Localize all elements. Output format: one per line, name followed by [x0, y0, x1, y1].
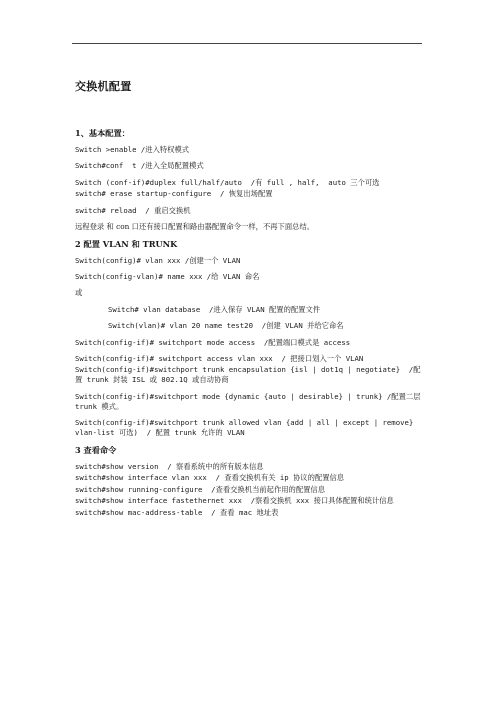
- command-line: switch#show running-configure /查看交换机当前起作用的配置信息: [75, 484, 326, 494]
- command-line: Switch(config-if)# switchport mode access /配置端口模式是 access: [75, 337, 351, 347]
- command-line: Switch#conf t /进入全局配置模式: [75, 161, 204, 171]
- command-line: Switch(config)# vlan xxx /创建一个 VLAN: [75, 255, 241, 265]
- note-line: 或: [75, 288, 83, 298]
- command-line: Switch(config-vlan)# name xxx /给 VLAN 命名: [75, 271, 260, 281]
- command-line: Switch >enable /进入特权模式: [75, 145, 190, 154]
- command-line: switch#show mac-address-table / 查看 mac 地址表: [75, 508, 279, 518]
- command-line: Switch(config-if)# switchport access vlan xxx / 把接口划入一个 VLAN: [75, 353, 364, 363]
- command-line: switch#show interface vlan xxx / 查看交换机有关 ip 协议的配置信息: [75, 473, 345, 483]
- page-title: 交换机配置: [75, 80, 132, 93]
- command-line: Switch(config-if)#switchport trunk allowed vlan {add | all | except | remove} vlan-list 可选) / 配置 trunk 允许的 VLAN: [75, 418, 418, 438]
- command-line: Switch# vlan database /进入保存 VLAN 配置的配置文件: [108, 304, 321, 314]
- command-line: switch#show interface fastethernet xxx /察看交换机 xxx 接口具体配置和统计信息: [75, 496, 394, 506]
- document-body: [75, 78, 423, 520]
- command-line: Switch(config-if)#switchport trunk encapsulation {isl | dot1q | negotiate} /配置 trunk 封装 ISL 或 802.1Q 或自动协商: [75, 365, 421, 385]
- command-line: switch# erase startup-configure / 恢复出场配置: [75, 189, 273, 199]
- section-2-heading: 2 配置 VLAN 和 TRUNK: [75, 238, 178, 249]
- section-1-heading: 1、基本配置：: [75, 128, 130, 138]
- command-line: switch#show version / 察看系统中的所有版本信息: [75, 461, 264, 471]
- note-line: 远程登录 和 con 口还有接口配置和路由器配置命令一样，不再下面总结。: [75, 222, 315, 232]
- command-line: Switch(config-if)#switchport mode {dynamic {auto | desirable} | trunk} /配置二层 trunk 模式。: [75, 391, 425, 411]
- header-rule: [72, 43, 422, 44]
- command-line: Switch(vlan)# vlan 20 name test20 /创建 VLAN 并给它命名: [108, 321, 344, 331]
- command-line: switch# reload / 重启交换机: [75, 205, 191, 215]
- command-line: Switch (conf-if)#duplex full/half/auto /有 full , half, auto 三个可选: [75, 177, 380, 187]
- section-3-heading: 3 查看命令: [75, 444, 117, 455]
